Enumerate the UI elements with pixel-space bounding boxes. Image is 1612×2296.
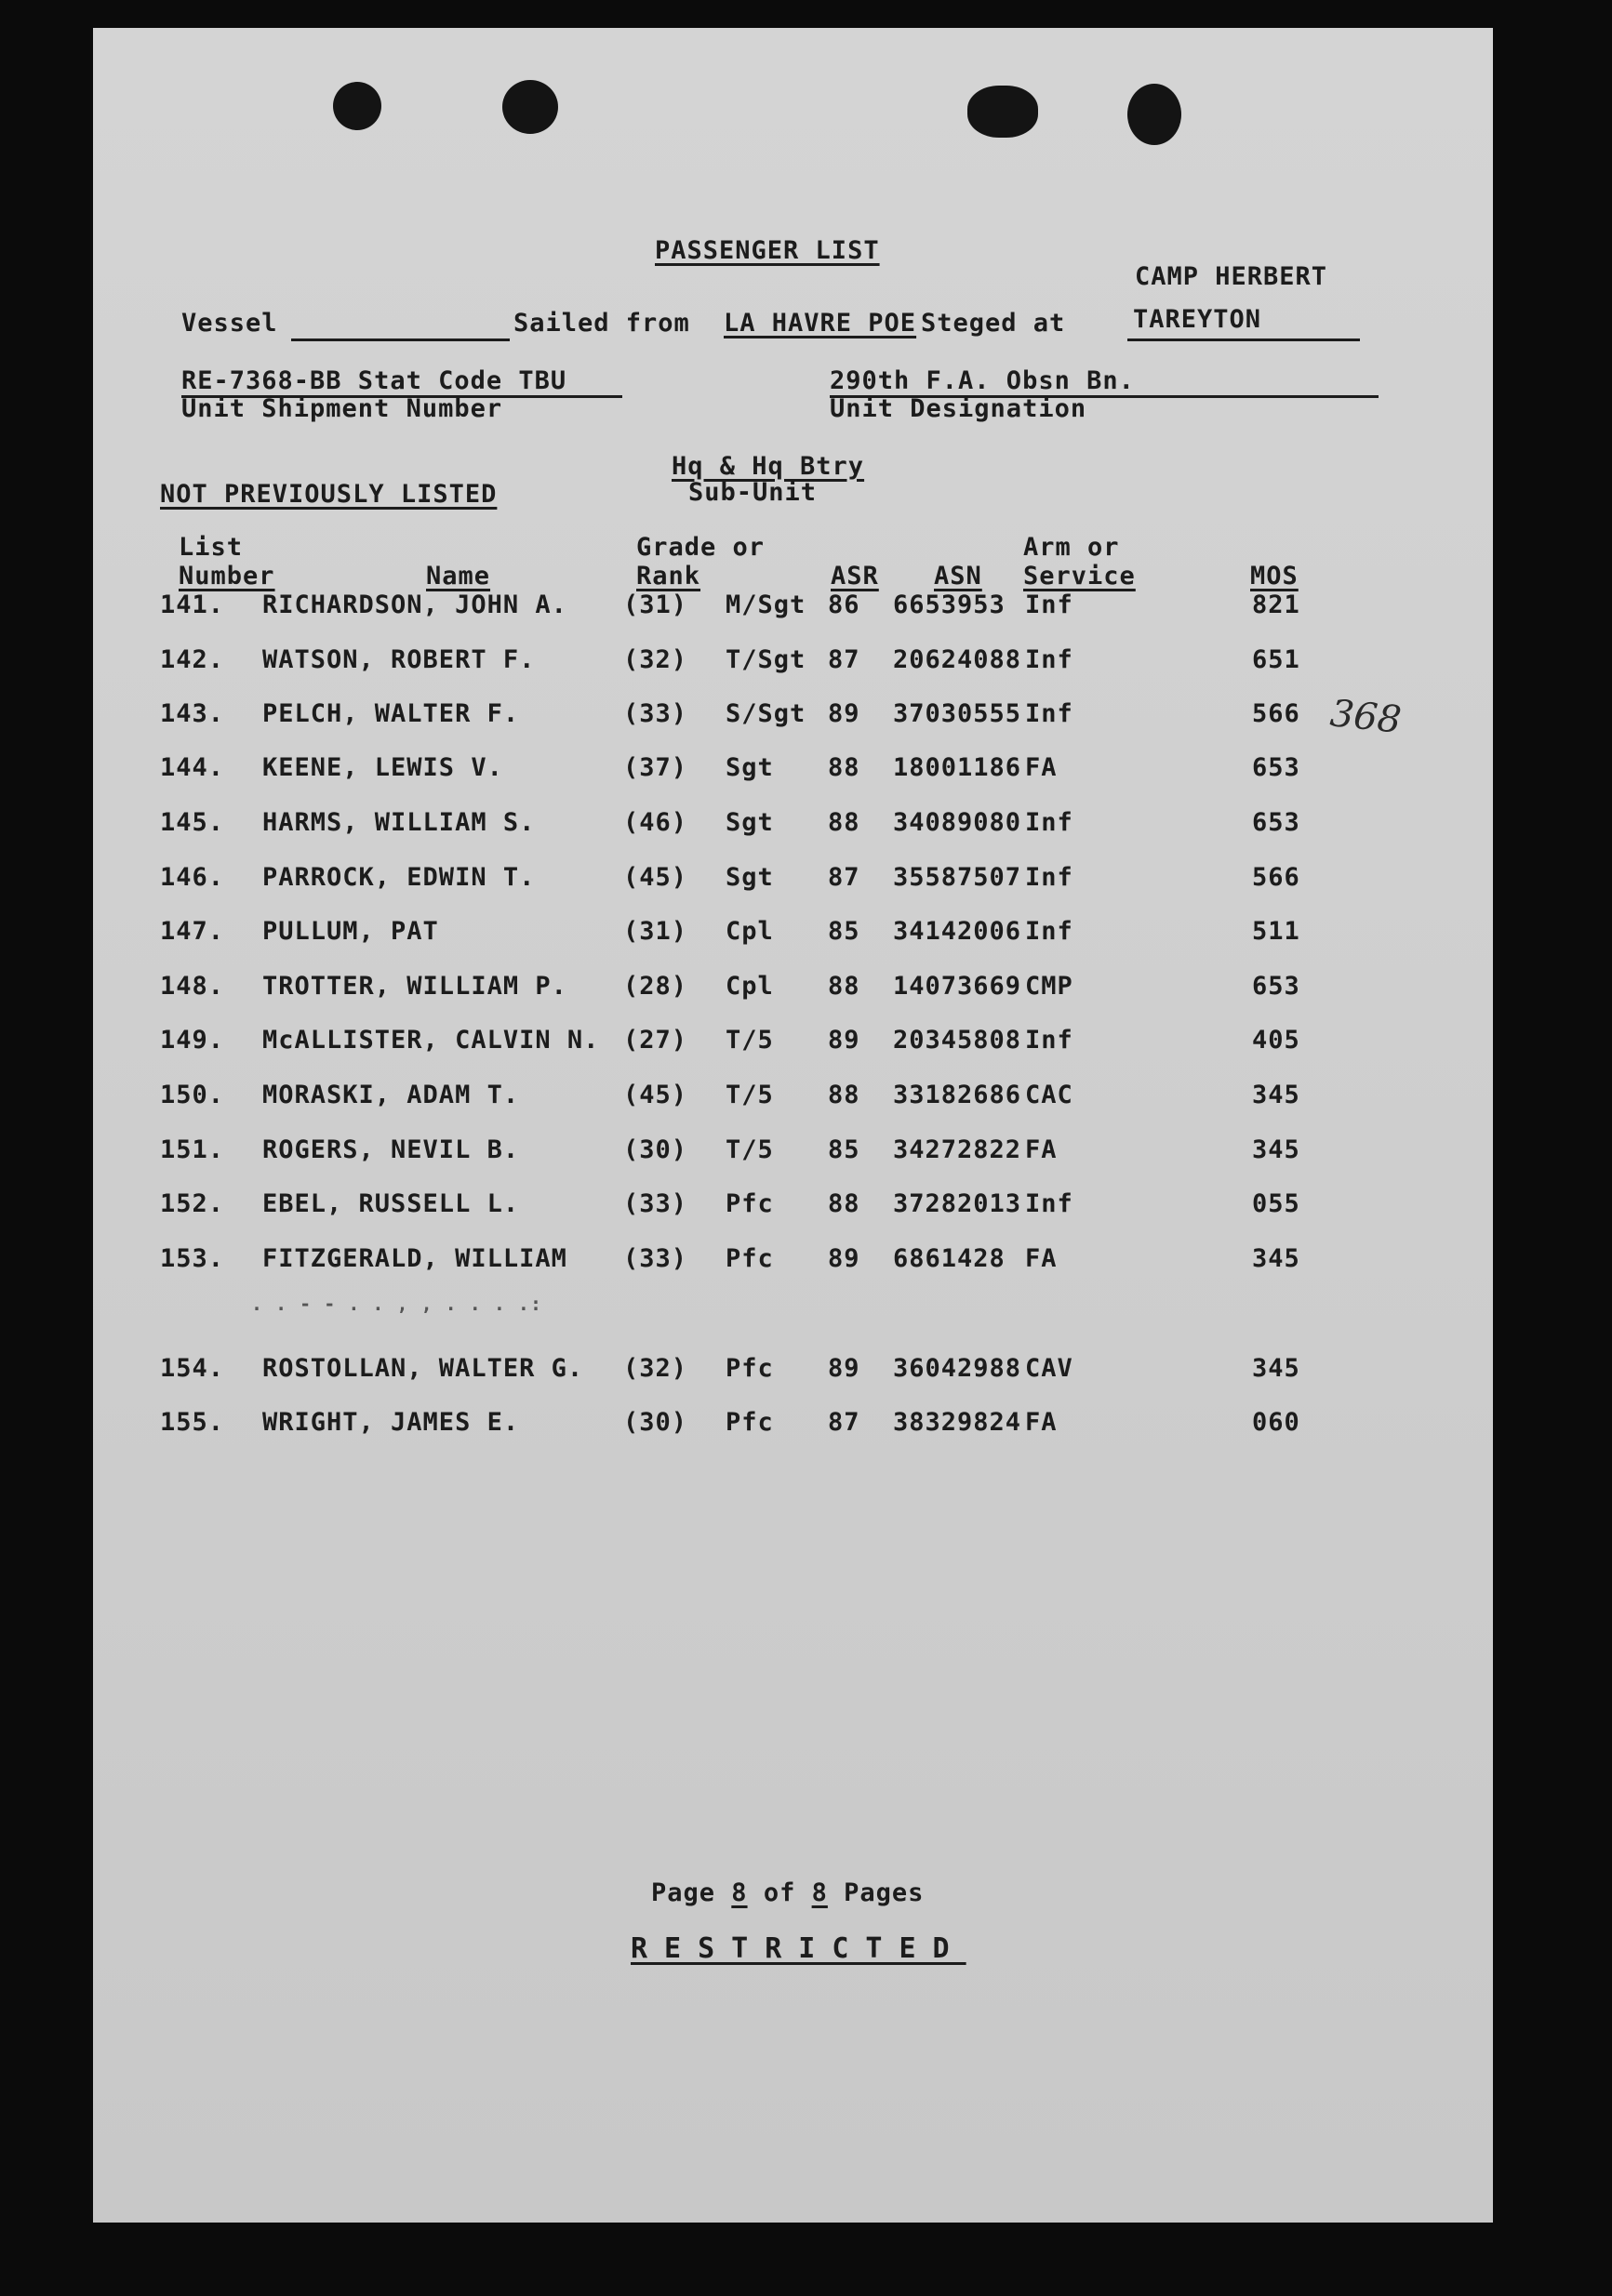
row-asr: 87 — [828, 645, 860, 674]
row-arm-service: Inf — [1025, 1189, 1073, 1218]
row-asn: 35587507 — [893, 863, 1022, 892]
row-mos: 345 — [1252, 1135, 1300, 1164]
row-arm-service: Inf — [1025, 863, 1073, 892]
row-mos: 345 — [1252, 1354, 1300, 1383]
row-rank: S/Sgt — [726, 699, 806, 728]
page-mid: of — [763, 1878, 796, 1907]
row-asn: 34272822 — [893, 1135, 1022, 1164]
row-asr: 88 — [828, 753, 860, 782]
row-name: MORASKI, ADAM T. — [262, 1081, 520, 1109]
row-asn: 37030555 — [893, 699, 1022, 728]
row-name: HARMS, WILLIAM S. — [262, 808, 536, 837]
row-asn: 33182686 — [893, 1081, 1022, 1109]
row-arm-service: CMP — [1025, 972, 1073, 1001]
row-name: TROTTER, WILLIAM P. — [262, 972, 567, 1001]
row-asr: 87 — [828, 863, 860, 892]
row-arm-service: Inf — [1025, 917, 1073, 946]
row-name: KEENE, LEWIS V. — [262, 753, 503, 782]
row-age: (30) — [623, 1135, 688, 1164]
row-asr: 88 — [828, 972, 860, 1001]
row-mos: 653 — [1252, 972, 1300, 1001]
row-age: (37) — [623, 753, 688, 782]
row-rank: Cpl — [726, 972, 774, 1001]
col-list-top: List — [179, 533, 244, 562]
col-rank: Rank — [636, 562, 701, 591]
page-total: 8 — [811, 1878, 828, 1907]
row-rank: Pfc — [726, 1354, 774, 1383]
row-list-number: 154. — [160, 1354, 225, 1383]
row-age: (30) — [623, 1408, 688, 1437]
punch-hole — [502, 80, 558, 134]
row-asn: 6861428 — [893, 1244, 1006, 1273]
punch-hole — [967, 86, 1038, 138]
punch-hole — [333, 82, 381, 130]
sailed-from-value: LA HAVRE POE — [724, 309, 917, 338]
row-age: (32) — [623, 1354, 688, 1383]
row-name: McALLISTER, CALVIN N. — [262, 1026, 600, 1055]
row-asr: 86 — [828, 591, 860, 619]
row-mos: 566 — [1252, 699, 1300, 728]
row-arm-service: FA — [1025, 753, 1058, 782]
staged-at-value-top: CAMP HERBERT — [1135, 262, 1328, 291]
row-name: FITZGERALD, WILLIAM — [262, 1244, 567, 1273]
row-arm-service: Inf — [1025, 808, 1073, 837]
vessel-line — [291, 338, 510, 341]
row-arm-service: Inf — [1025, 645, 1073, 674]
row-name: ROGERS, NEVIL B. — [262, 1135, 520, 1164]
row-arm-service: CAV — [1025, 1354, 1073, 1383]
staged-at-line — [1127, 338, 1360, 341]
row-rank: Sgt — [726, 753, 774, 782]
row-rank: Sgt — [726, 863, 774, 892]
row-age: (33) — [623, 699, 688, 728]
row-asn: 36042988 — [893, 1354, 1022, 1383]
document-page — [93, 28, 1493, 2223]
row-name: PARROCK, EDWIN T. — [262, 863, 536, 892]
row-arm-service: FA — [1025, 1408, 1058, 1437]
row-asr: 89 — [828, 699, 860, 728]
row-rank: M/Sgt — [726, 591, 806, 619]
row-rank: T/5 — [726, 1081, 774, 1109]
illegible-row-marks: . . - - . . , , . . . .: — [251, 1293, 542, 1315]
row-rank: Pfc — [726, 1189, 774, 1218]
row-mos: 345 — [1252, 1081, 1300, 1109]
row-age: (31) — [623, 591, 688, 619]
row-mos: 055 — [1252, 1189, 1300, 1218]
row-rank: T/5 — [726, 1135, 774, 1164]
row-arm-service: CAC — [1025, 1081, 1073, 1109]
col-asn: ASN — [934, 562, 982, 591]
row-arm-service: Inf — [1025, 699, 1073, 728]
page-indicator — [651, 1878, 924, 1907]
row-asr: 87 — [828, 1408, 860, 1437]
row-name: PELCH, WALTER F. — [262, 699, 520, 728]
row-list-number: 148. — [160, 972, 225, 1001]
row-name: WRIGHT, JAMES E. — [262, 1408, 520, 1437]
row-asr: 88 — [828, 1189, 860, 1218]
row-asn: 6653953 — [893, 591, 1006, 619]
row-mos: 653 — [1252, 808, 1300, 837]
row-name: EBEL, RUSSELL L. — [262, 1189, 520, 1218]
punch-hole — [1127, 84, 1181, 145]
row-age: (46) — [623, 808, 688, 837]
row-mos: 345 — [1252, 1244, 1300, 1273]
row-age: (28) — [623, 972, 688, 1001]
row-list-number: 143. — [160, 699, 225, 728]
col-list-number: Number — [179, 562, 275, 591]
row-list-number: 152. — [160, 1189, 225, 1218]
sailed-from-label: Sailed from — [513, 309, 690, 338]
staged-at-value: TAREYTON — [1133, 305, 1262, 334]
document-title: PASSENGER LIST — [655, 236, 880, 265]
row-name: RICHARDSON, JOHN A. — [262, 591, 567, 619]
row-age: (31) — [623, 917, 688, 946]
row-asn: 20345808 — [893, 1026, 1022, 1055]
not-previously-listed: NOT PREVIOUSLY LISTED — [160, 480, 498, 509]
row-asr: 89 — [828, 1026, 860, 1055]
shipment-number-value: RE-7368-BB Stat Code TBU — [181, 366, 567, 395]
vessel-label: Vessel — [181, 309, 278, 338]
row-age: (33) — [623, 1244, 688, 1273]
row-asn: 18001186 — [893, 753, 1022, 782]
row-mos: 511 — [1252, 917, 1300, 946]
row-name: PULLUM, PAT — [262, 917, 439, 946]
row-name: ROSTOLLAN, WALTER G. — [262, 1354, 584, 1383]
sub-unit-label: Sub-Unit — [688, 478, 818, 507]
col-arm-top: Arm or — [1023, 533, 1120, 562]
row-rank: Sgt — [726, 808, 774, 837]
row-age: (32) — [623, 645, 688, 674]
row-rank: Pfc — [726, 1408, 774, 1437]
handwritten-number: 368 — [1327, 692, 1404, 742]
row-list-number: 145. — [160, 808, 225, 837]
sub-unit-value: Hq & Hq Btry — [672, 452, 865, 481]
row-rank: Cpl — [726, 917, 774, 946]
unit-designation-value: 290th F.A. Obsn Bn. — [830, 366, 1135, 395]
staged-at-label: Steged at — [921, 309, 1066, 338]
page-suffix: Pages — [844, 1878, 925, 1907]
row-mos: 405 — [1252, 1026, 1300, 1055]
row-asn: 20624088 — [893, 645, 1022, 674]
row-list-number: 155. — [160, 1408, 225, 1437]
row-list-number: 146. — [160, 863, 225, 892]
row-list-number: 153. — [160, 1244, 225, 1273]
row-list-number: 151. — [160, 1135, 225, 1164]
row-asr: 89 — [828, 1354, 860, 1383]
row-asr: 85 — [828, 917, 860, 946]
shipment-number-label: Unit Shipment Number — [181, 394, 503, 423]
page-current: 8 — [731, 1878, 748, 1907]
row-mos: 651 — [1252, 645, 1300, 674]
restricted-stamp: RESTRICTED — [631, 1932, 966, 1965]
row-arm-service: FA — [1025, 1244, 1058, 1273]
col-mos: MOS — [1250, 562, 1299, 591]
row-age: (45) — [623, 863, 688, 892]
page-prefix: Page — [651, 1878, 716, 1907]
row-rank: Pfc — [726, 1244, 774, 1273]
row-asn: 38329824 — [893, 1408, 1022, 1437]
row-asn: 34089080 — [893, 808, 1022, 837]
row-asn: 14073669 — [893, 972, 1022, 1001]
row-mos: 821 — [1252, 591, 1300, 619]
row-arm-service: FA — [1025, 1135, 1058, 1164]
col-name: Name — [426, 562, 491, 591]
row-age: (27) — [623, 1026, 688, 1055]
row-age: (45) — [623, 1081, 688, 1109]
row-asr: 89 — [828, 1244, 860, 1273]
row-mos: 566 — [1252, 863, 1300, 892]
row-list-number: 144. — [160, 753, 225, 782]
row-age: (33) — [623, 1189, 688, 1218]
unit-designation-label: Unit Designation — [830, 394, 1087, 423]
row-rank: T/5 — [726, 1026, 774, 1055]
row-rank: T/Sgt — [726, 645, 806, 674]
row-asr: 88 — [828, 808, 860, 837]
row-arm-service: Inf — [1025, 591, 1073, 619]
row-asr: 85 — [828, 1135, 860, 1164]
row-asn: 34142006 — [893, 917, 1022, 946]
row-list-number: 149. — [160, 1026, 225, 1055]
row-list-number: 150. — [160, 1081, 225, 1109]
row-arm-service: Inf — [1025, 1026, 1073, 1055]
col-asr: ASR — [831, 562, 879, 591]
row-name: WATSON, ROBERT F. — [262, 645, 536, 674]
row-list-number: 142. — [160, 645, 225, 674]
row-list-number: 147. — [160, 917, 225, 946]
col-grade-top: Grade or — [636, 533, 766, 562]
row-list-number: 141. — [160, 591, 225, 619]
row-asr: 88 — [828, 1081, 860, 1109]
row-asn: 37282013 — [893, 1189, 1022, 1218]
col-arm-service: Service — [1023, 562, 1136, 591]
row-mos: 653 — [1252, 753, 1300, 782]
row-mos: 060 — [1252, 1408, 1300, 1437]
